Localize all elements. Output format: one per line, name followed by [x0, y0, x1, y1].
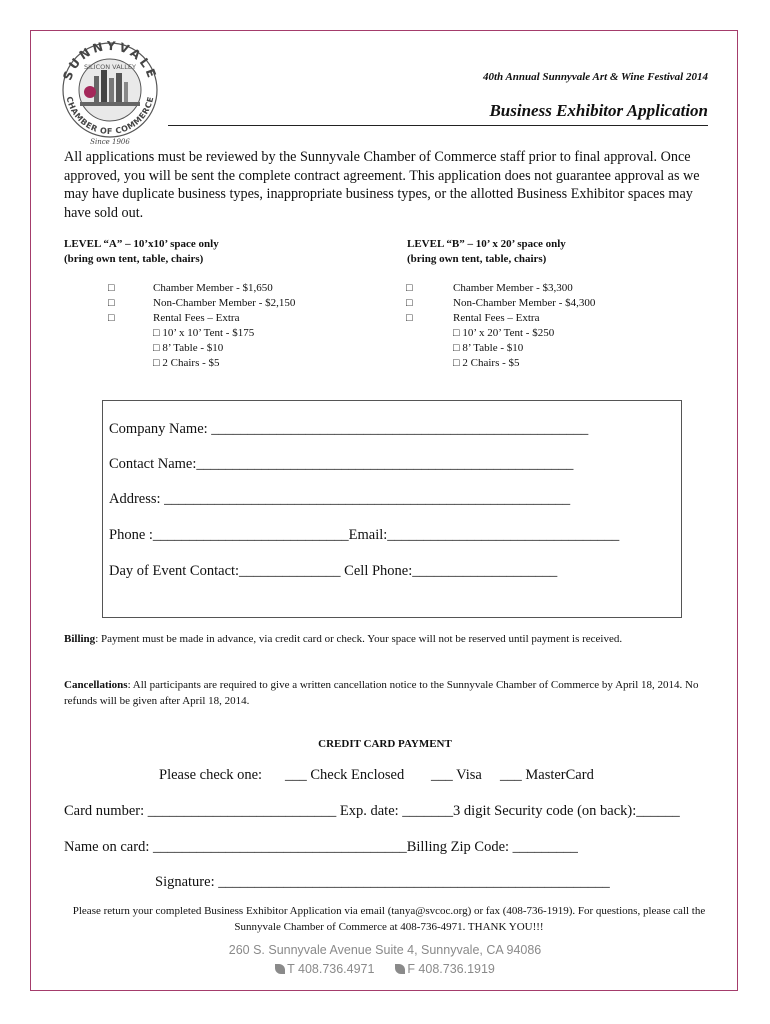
level-a-rental-table[interactable]	[153, 341, 295, 356]
level-b-rental-chairs[interactable]	[453, 356, 595, 371]
billing-paragraph	[64, 632, 714, 648]
phone-email-field[interactable]: Phone :___________________________Email:________________________________	[109, 527, 620, 543]
level-b-title: LEVEL “B” – 10’ x 20’ space only	[407, 238, 566, 250]
logo-since: Since 1906	[90, 138, 130, 146]
logo-arc-top: SUNNYVALE	[60, 40, 160, 83]
address-line: 260 S. Sunnyvale Avenue Suite 4, Sunnyvale, CA 94086	[228, 943, 542, 957]
checkbox-glyph: □	[453, 357, 460, 369]
level-a-rental-tent[interactable]	[153, 326, 295, 341]
level-a-options	[153, 281, 295, 371]
level-b-subtitle: (bring own tent, table, chairs)	[407, 253, 547, 265]
level-a-checkboxes	[108, 281, 122, 326]
credit-card-title: CREDIT CARD PAYMENT	[318, 738, 452, 750]
festival-title: 40th Annual Sunnyvale Art & Wine Festival 2014	[482, 71, 708, 83]
level-a-title: LEVEL “A” – 10’x10’ space only	[64, 238, 219, 250]
page-title: Business Exhibitor Application	[489, 101, 708, 120]
chamber-logo	[60, 40, 160, 148]
leaf-icon	[395, 964, 405, 974]
level-a-rental-chairs[interactable]	[153, 356, 295, 371]
cancellations-paragraph	[64, 678, 714, 709]
level-a-option: Rental Fees – Extra	[153, 312, 240, 324]
checkbox-a-nonmember[interactable]: □	[108, 297, 115, 309]
level-b-option: Rental Fees – Extra	[453, 312, 540, 324]
check-one-label: Please check one:	[159, 767, 263, 783]
cancellations-label: Cancellations	[64, 679, 128, 691]
billing-label: Billing	[64, 633, 96, 645]
checkbox-glyph: □	[153, 357, 160, 369]
level-b-heading	[407, 237, 566, 267]
rental-label: 2 Chairs - $5	[162, 357, 220, 369]
checkbox-a-member[interactable]: □	[108, 282, 115, 294]
level-b-option: Chamber Member - $3,300	[453, 282, 573, 294]
name-on-card-field[interactable]: Name on card: ___________________________________Billing Zip Code: _________	[64, 839, 578, 855]
checkbox-a-rental[interactable]: □	[108, 312, 115, 324]
checkbox-glyph: □	[453, 327, 460, 339]
checkbox-glyph: □	[453, 342, 460, 354]
company-name-field[interactable]: Company Name: ____________________________________________________	[109, 421, 589, 437]
day-of-event-contact-field[interactable]: Day of Event Contact:______________ Cell Phone:____________________	[109, 563, 558, 579]
card-number-field[interactable]: Card number: __________________________ Exp. date: _______3 digit Security code (on back):______	[64, 803, 680, 819]
visa-option[interactable]: ___ Visa	[431, 767, 482, 783]
level-b-option: Non-Chamber Member - $4,300	[453, 297, 596, 309]
rental-label: 2 Chairs - $5	[462, 357, 520, 369]
logo-arc-bottom: CHAMBER OF COMMERCE	[64, 95, 156, 137]
level-a-heading	[64, 237, 219, 267]
leaf-icon	[275, 964, 285, 974]
rental-label: 8’ Table - $10	[462, 342, 524, 354]
checkbox-glyph: □	[153, 327, 160, 339]
return-note: Please return your completed Business Exhibitor Application via email (tanya@svcoc.org) or fax (408-736-1919). For questions, please call the Sunnyvale Chamber of Commerce at 408-736-4971. THANK YOU!!!	[72, 905, 706, 933]
checkbox-b-rental[interactable]: □	[406, 312, 413, 324]
phone-number: T 408.736.4971	[287, 962, 375, 976]
checkbox-b-member[interactable]: □	[406, 282, 413, 294]
level-a-option: Chamber Member - $1,650	[153, 282, 273, 294]
signature-field[interactable]: Signature: ______________________________________________________	[155, 874, 610, 890]
level-b-rental-table[interactable]	[453, 341, 595, 356]
rental-label: 10’ x 20’ Tent - $250	[462, 327, 555, 339]
rental-label: 10’ x 10’ Tent - $175	[162, 327, 255, 339]
rental-label: 8’ Table - $10	[162, 342, 224, 354]
level-b-rental-tent[interactable]	[453, 326, 595, 341]
contact-name-field[interactable]: Contact Name:____________________________________________________	[109, 456, 574, 472]
cancellations-text: : All participants are required to give a written cancellation notice to the Sunnyvale Chamber of Commerce by April 18, 2014. No refunds will be given after April 18, 2014.	[64, 679, 699, 707]
logo-arc-sub: SILICON VALLEY	[84, 63, 136, 71]
level-a-subtitle: (bring own tent, table, chairs)	[64, 253, 204, 265]
level-a-option: Non-Chamber Member - $2,150	[153, 297, 296, 309]
footer-address	[0, 941, 770, 979]
mastercard-option[interactable]: ___ MasterCard	[500, 767, 594, 783]
fax-number: F 408.736.1919	[407, 962, 495, 976]
level-b-checkboxes	[406, 281, 420, 326]
intro-paragraph: All applications must be reviewed by the Sunnyvale Chamber of Commerce staff prior to final approval. Once approved, you will be sent the complete contract agreement. This application does not guarantee approval as we may have duplicate business types, inappropriate business types, or the allotted Business Exhibitor spaces may have sold out.	[64, 149, 700, 221]
checkbox-glyph: □	[153, 342, 160, 354]
address-field[interactable]: Address: ________________________________________________________	[109, 491, 571, 507]
phone-fax-line	[0, 960, 770, 979]
level-b-options	[453, 281, 595, 371]
billing-text: : Payment must be made in advance, via credit card or check. Your space will not be reserved until payment is received.	[95, 633, 623, 645]
title-rule	[168, 125, 708, 126]
checkbox-b-nonmember[interactable]: □	[406, 297, 413, 309]
check-enclosed-option[interactable]: ___ Check Enclosed	[285, 767, 405, 783]
